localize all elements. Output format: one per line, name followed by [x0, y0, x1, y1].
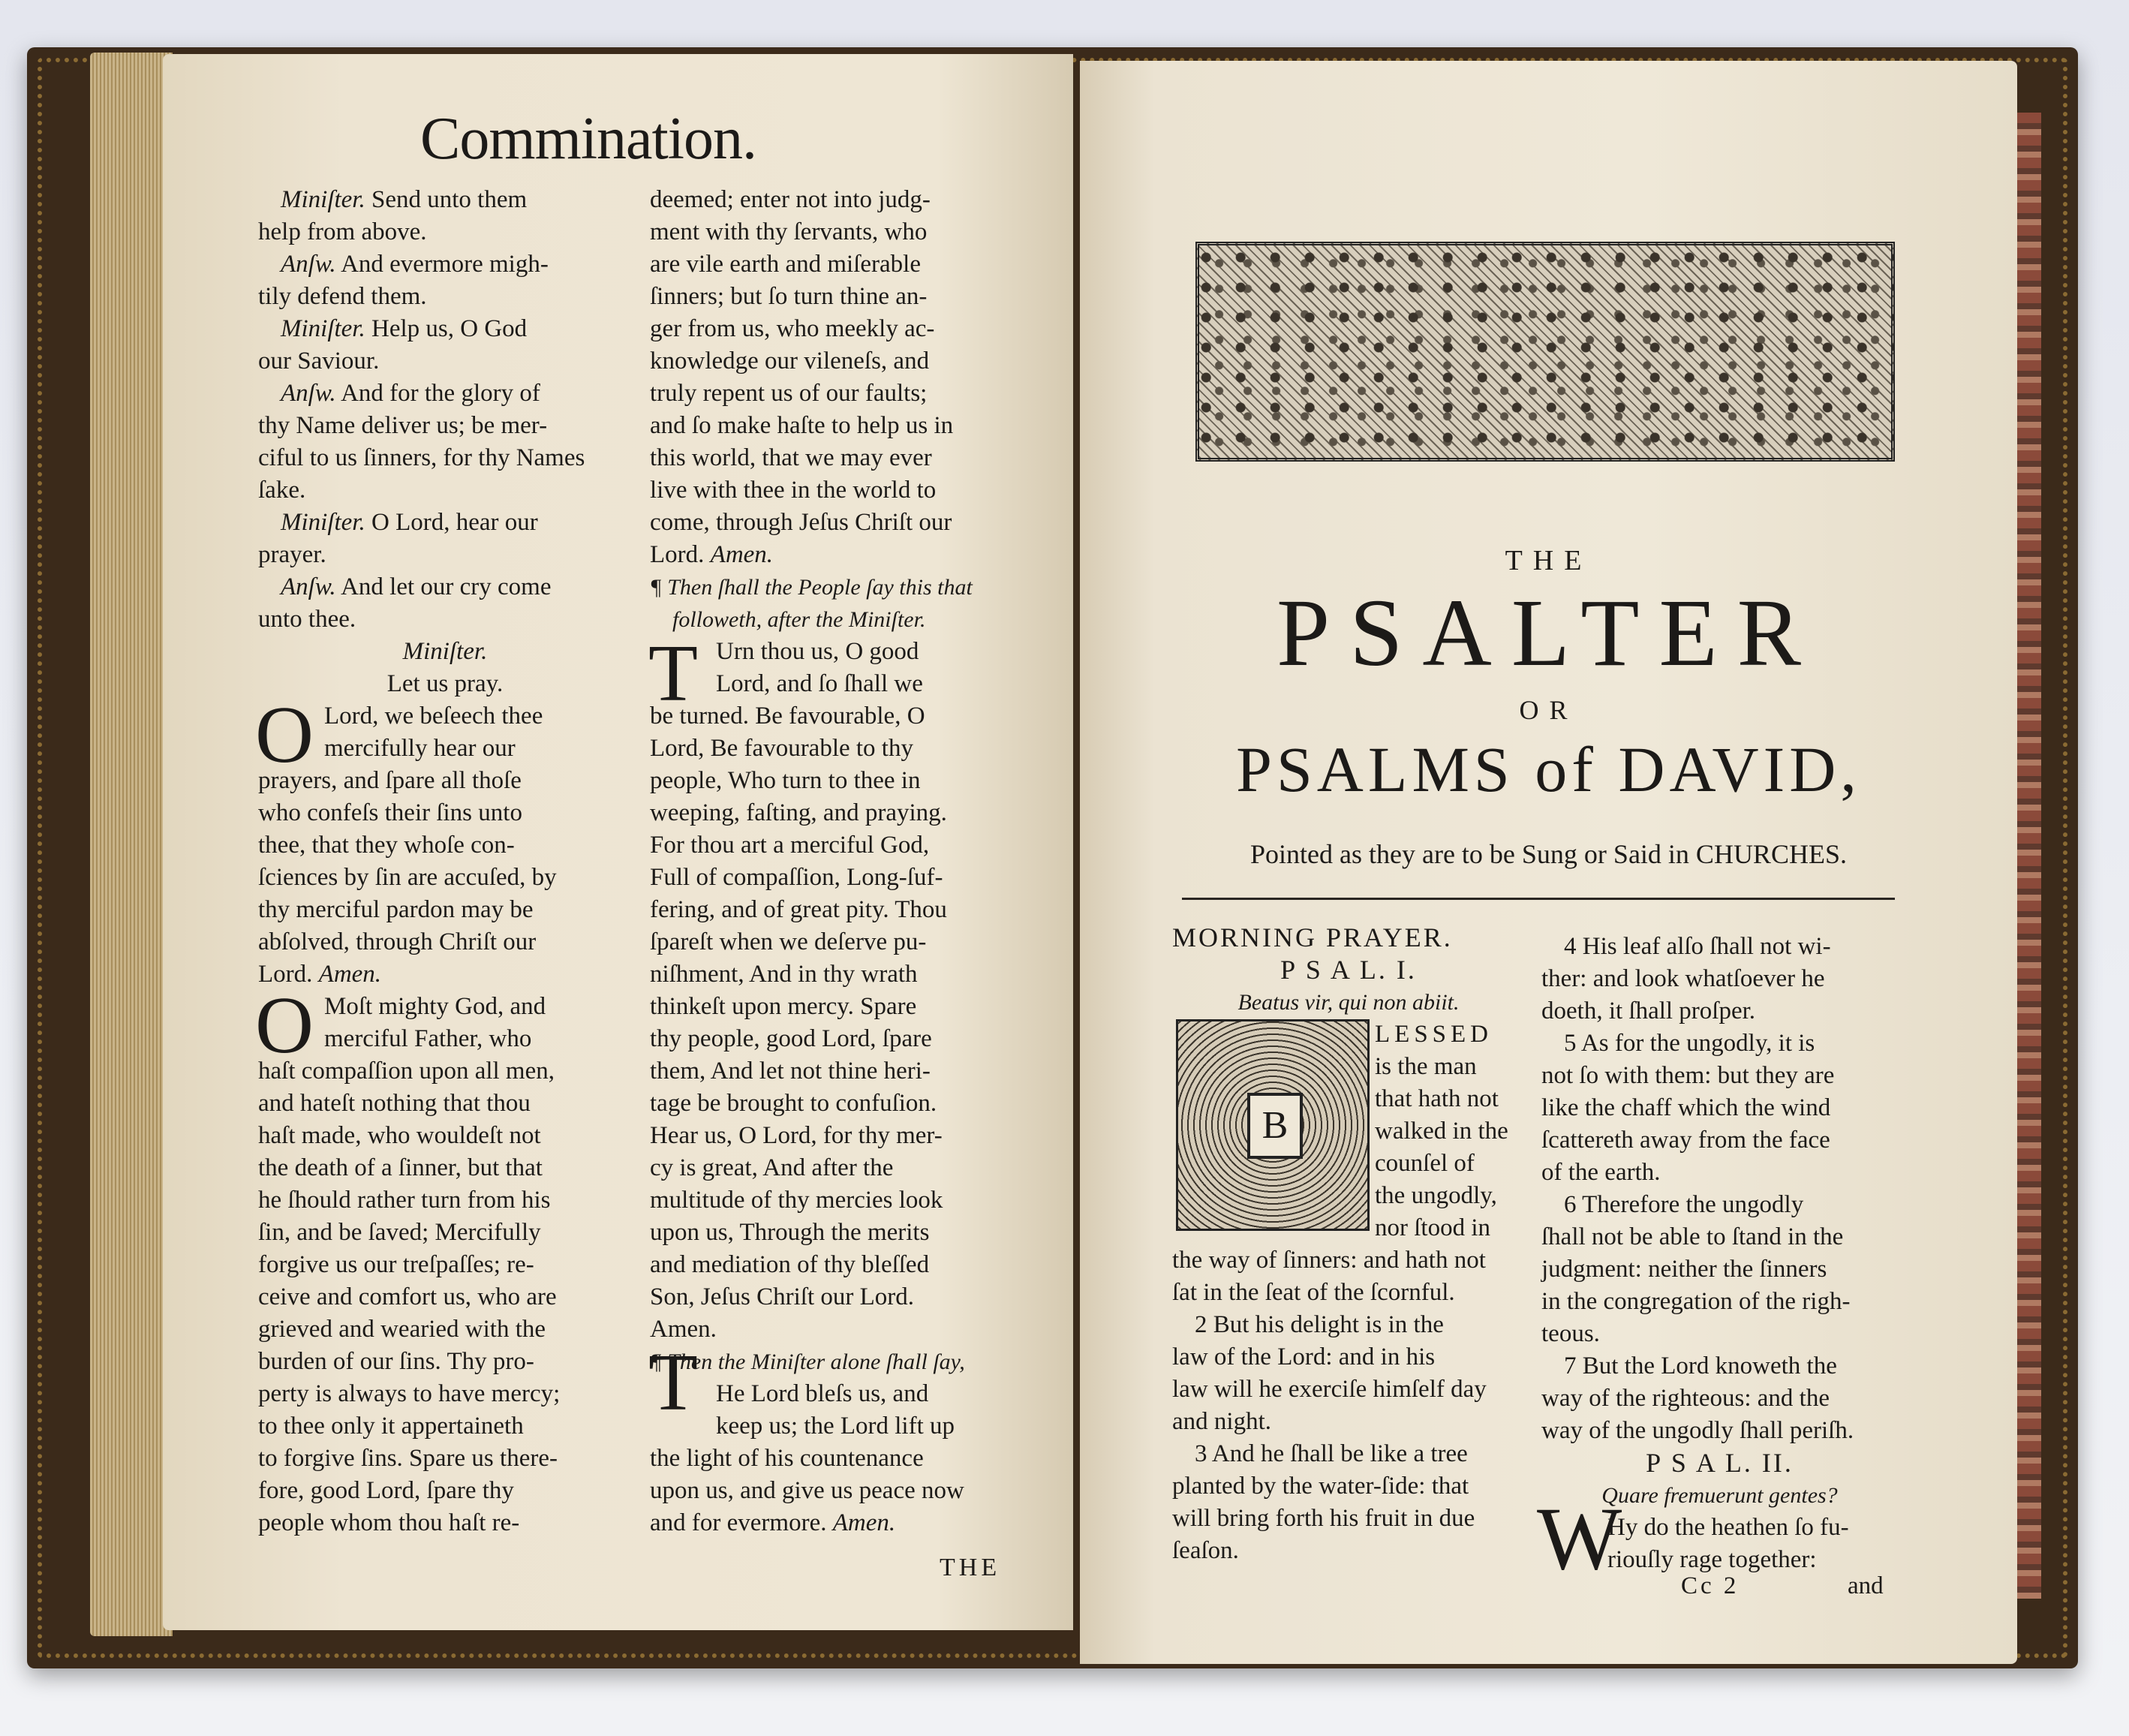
text-line: [650, 1313, 1010, 1346]
line-text: and ſo make haſte to help us in: [650, 412, 954, 439]
line-text: the light of his countenance: [650, 1445, 924, 1472]
text-line: [1541, 1415, 1898, 1447]
speaker-label: Miniſter.: [281, 315, 365, 342]
line-text: burden of our ſins. Thy pro-: [258, 1348, 534, 1375]
text-line: [258, 1088, 632, 1120]
text-line: [258, 1184, 632, 1217]
line-text: people whom thou haſt re-: [258, 1509, 520, 1536]
initial-letter: B: [1247, 1093, 1303, 1159]
line-text: Lord, and ſo ſhall we: [716, 670, 923, 697]
catchword: THE: [940, 1554, 1001, 1581]
text-line: [650, 1443, 1010, 1475]
text-line: [650, 1475, 1010, 1507]
text-line: [1172, 1148, 1525, 1180]
line-text: nor ſtood in: [1375, 1214, 1490, 1241]
drop-cap: W: [1537, 1488, 1622, 1588]
line-text: thinkeſt upon mercy. Spare: [650, 993, 917, 1020]
line-text: Full of compaſſion, Long-ſuf-: [650, 864, 943, 891]
speaker-label: Miniſter.: [281, 509, 365, 536]
line-text: Lord, Be favourable to thy: [650, 735, 913, 762]
line-text: prayer.: [258, 541, 326, 568]
text-line: [650, 700, 1010, 733]
text-line: [258, 1410, 632, 1443]
text-line: [1541, 1124, 1898, 1157]
line-text: Moſt mighty God, and: [324, 993, 546, 1020]
line-text: not ſo with them: but they are: [1541, 1062, 1835, 1089]
text-line: [258, 1217, 632, 1249]
speaker-label: Miniſter.: [281, 186, 365, 213]
line-text: And for the glory of: [335, 380, 540, 407]
text-line: [1541, 931, 1898, 963]
line-text: O Lord, hear our: [365, 509, 538, 536]
line-text: and for evermore.: [650, 1509, 833, 1536]
title-or: OR: [1519, 695, 1578, 725]
text-line: [258, 1120, 632, 1152]
text-line: [1172, 1115, 1525, 1148]
text-line: [1172, 1277, 1525, 1309]
line-text: And evermore migh-: [335, 251, 549, 278]
line-text: thee, that they whoſe con-: [258, 832, 515, 859]
text-line: [258, 862, 632, 894]
text-line: [258, 184, 632, 216]
amen-text: Amen.: [318, 961, 382, 988]
text-line: [650, 1184, 1010, 1217]
line-text: come, through Jeſus Chriſt our: [650, 509, 952, 536]
text-line: [650, 345, 1010, 378]
line-text: is the man: [1375, 1053, 1477, 1080]
line-text: doeth, it ſhall proſper.: [1541, 997, 1756, 1024]
line-text: upon us, and give us peace now: [650, 1477, 964, 1504]
text-line: [258, 345, 632, 378]
text-line: [650, 1055, 1010, 1088]
text-line: [258, 668, 632, 700]
left-column-1: [258, 184, 632, 1539]
text-line: [258, 958, 632, 991]
line-text: He Lord bleſs us, and: [716, 1380, 929, 1407]
text-line: [258, 571, 632, 603]
line-text: of the earth.: [1541, 1159, 1661, 1186]
text-line: [1172, 986, 1525, 1018]
line-text: weeping, faſting, and praying.: [650, 799, 947, 826]
line-text: law will he exerciſe himſelf day: [1172, 1376, 1487, 1403]
line-text: counſel of: [1375, 1150, 1475, 1177]
line-text: and night.: [1172, 1408, 1271, 1435]
text-line: [650, 539, 1010, 571]
text-line: [650, 507, 1010, 539]
line-text: Hy do the heathen ſo fu-: [1607, 1514, 1849, 1541]
line-text: ther: and look whatſoever he: [1541, 965, 1825, 992]
line-text: our Saviour.: [258, 348, 380, 375]
text-line: [1541, 1350, 1898, 1382]
drop-cap: T: [648, 629, 698, 718]
line-text: like the chaff which the wind: [1541, 1094, 1831, 1121]
text-line: [258, 1443, 632, 1475]
text-line: [650, 571, 1010, 603]
line-text: thy merciful pardon may be: [258, 896, 534, 923]
line-text: this world, that we may ever: [650, 444, 932, 471]
text-line: [258, 603, 632, 636]
text-line: [1172, 1341, 1525, 1373]
line-text: Send unto them: [365, 186, 528, 213]
line-text: he ſhould rather turn from his: [258, 1187, 551, 1214]
text-line: [258, 442, 632, 474]
text-line: [258, 894, 632, 926]
title-psalter: PSALTER: [1276, 579, 1821, 686]
text-line: [258, 474, 632, 507]
line-text: will bring forth his fruit in due: [1172, 1505, 1475, 1532]
text-line: [650, 1410, 1010, 1443]
text-line: [258, 829, 632, 862]
title-the: THE: [1505, 545, 1592, 576]
text-line: [258, 1313, 632, 1346]
text-line: [258, 539, 632, 571]
text-line: [1541, 1189, 1898, 1221]
line-text: ſhall not be able to ſtand in the: [1541, 1223, 1844, 1250]
text-line: [258, 991, 632, 1023]
line-text: LESSED: [1375, 1021, 1493, 1048]
line-text: thy people, good Lord, ſpare: [650, 1025, 932, 1052]
text-line: [258, 507, 632, 539]
text-line: [258, 733, 632, 765]
text-line: [258, 313, 632, 345]
line-text: ¶ Then ſhall the People ſay this that: [650, 575, 973, 600]
line-text: knowledge our vileneſs, and: [650, 348, 930, 375]
line-text: ſciences by ſin are accuſed, by: [258, 864, 557, 891]
line-text: ſpareſt when we deſerve pu-: [650, 928, 927, 955]
line-text: way of the ungodly ſhall periſh.: [1541, 1417, 1854, 1444]
text-line: [258, 281, 632, 313]
text-line: [1541, 1253, 1898, 1286]
text-line: [258, 1475, 632, 1507]
left-column-2: [650, 184, 1010, 1539]
amen-text: Amen.: [832, 1509, 896, 1536]
text-line: [258, 1378, 632, 1410]
text-line: [1172, 1309, 1525, 1341]
text-line: [258, 1507, 632, 1539]
text-line: [650, 894, 1010, 926]
text-line: [650, 216, 1010, 248]
line-text: the death of a ſinner, but that: [258, 1154, 543, 1181]
text-line: [650, 1120, 1010, 1152]
text-line: [650, 248, 1010, 281]
line-text: riouſly rage together:: [1607, 1546, 1817, 1573]
text-line: [258, 636, 632, 668]
text-line: [1172, 1535, 1525, 1567]
line-text: ment with thy ſervants, who: [650, 218, 928, 245]
text-line: [1541, 1318, 1898, 1350]
line-text: thy Name deliver us; be mer-: [258, 412, 548, 439]
text-line: [258, 1281, 632, 1313]
line-text: prayers, and ſpare all thoſe: [258, 767, 522, 794]
text-line: [1172, 1438, 1525, 1470]
text-line: [650, 603, 1010, 636]
line-text: forgive us our treſpaſſes; re-: [258, 1251, 534, 1278]
text-line: [258, 765, 632, 797]
text-line: [650, 668, 1010, 700]
line-text: Urn thou us, O good: [716, 638, 919, 665]
line-text: ¶ Then the Miniſter alone ſhall ſay,: [650, 1349, 965, 1374]
text-line: [650, 1346, 1010, 1378]
line-text: truly repent us of our faults;: [650, 380, 928, 407]
text-line: [1172, 1051, 1525, 1083]
page-heading: Commination.: [420, 106, 756, 172]
text-line: [1172, 922, 1525, 954]
text-line: [258, 1055, 632, 1088]
line-text: niſhment, And in thy wrath: [650, 961, 918, 988]
line-text: fering, and of great pity. Thou: [650, 896, 947, 923]
right-column-2: [1541, 931, 1898, 1576]
text-line: [650, 1152, 1010, 1184]
text-line: [650, 410, 1010, 442]
line-text: P S A L. I.: [1280, 955, 1417, 985]
catchword: and: [1848, 1572, 1884, 1599]
text-line: [650, 926, 1010, 958]
drop-cap: O: [255, 690, 314, 780]
line-text: cy is great, And after the: [650, 1154, 894, 1181]
line-text: fore, good Lord, ſpare thy: [258, 1477, 514, 1504]
line-text: to thee only it appertaineth: [258, 1413, 524, 1440]
line-text: Son, Jeſus Chriſt our Lord.: [650, 1283, 914, 1310]
line-text: 6 Therefore the ungodly: [1564, 1191, 1804, 1218]
text-line: [650, 991, 1010, 1023]
line-text: merciful Father, who: [324, 1025, 532, 1052]
line-text: ſinners; but ſo turn thine an-: [650, 283, 928, 310]
speaker-label: Anſw.: [281, 573, 336, 600]
line-text: ſake.: [258, 477, 306, 504]
line-text: haſt compaſſion upon all men,: [258, 1058, 555, 1085]
line-text: people, Who turn to thee in: [650, 767, 921, 794]
line-text: multitude of thy mercies look: [650, 1187, 943, 1214]
text-line: [258, 1023, 632, 1055]
divider-rule: [1182, 898, 1895, 900]
line-text: Let us pray.: [386, 670, 504, 697]
text-line: [650, 1023, 1010, 1055]
line-text: P S A L. II.: [1646, 1448, 1794, 1478]
text-line: [258, 926, 632, 958]
line-text: perty is always to have mercy;: [258, 1380, 561, 1407]
line-text: Hear us, O Lord, for thy mer-: [650, 1122, 943, 1149]
line-text: ger from us, who meekly ac-: [650, 315, 935, 342]
line-text: haſt made, who wouldeſt not: [258, 1122, 541, 1149]
text-line: [258, 248, 632, 281]
text-line: [650, 281, 1010, 313]
text-line: [258, 797, 632, 829]
line-text: ceive and comfort us, who are: [258, 1283, 557, 1310]
text-line: [1172, 1470, 1525, 1503]
line-text: upon us, Through the merits: [650, 1219, 930, 1246]
line-text: walked in the: [1375, 1118, 1508, 1145]
text-line: [258, 410, 632, 442]
text-line: [1172, 1373, 1525, 1406]
line-text: law of the Lord: and in his: [1172, 1343, 1436, 1370]
line-text: tily defend them.: [258, 283, 427, 310]
text-line: [650, 313, 1010, 345]
text-line: [650, 378, 1010, 410]
line-text: 3 And he ſhall be like a tree: [1195, 1440, 1468, 1467]
text-line: [1541, 1221, 1898, 1253]
line-text: ſin, and be ſaved; Mercifully: [258, 1219, 541, 1246]
text-line: [650, 862, 1010, 894]
text-line: [1172, 1406, 1525, 1438]
right-column-1: [1172, 922, 1525, 1567]
text-line: [1172, 1503, 1525, 1535]
text-line: [258, 1152, 632, 1184]
text-line: [1541, 1157, 1898, 1189]
text-line: [650, 1281, 1010, 1313]
text-line: [650, 958, 1010, 991]
text-line: [258, 700, 632, 733]
text-line: [1541, 1286, 1898, 1318]
line-text: 7 But the Lord knoweth the: [1564, 1352, 1837, 1379]
line-text: planted by the water-ſide: that: [1172, 1473, 1469, 1500]
line-text: unto thee.: [258, 606, 356, 633]
line-text: ſat in the ſeat of the ſcornful.: [1172, 1279, 1455, 1306]
line-text: ſcattereth away from the face: [1541, 1127, 1830, 1154]
text-line: [650, 765, 1010, 797]
line-text: teous.: [1541, 1320, 1600, 1347]
line-text: Beatus vir, qui non abiit.: [1237, 990, 1460, 1015]
speaker-label: Anſw.: [281, 380, 336, 407]
text-line: [1541, 1382, 1898, 1415]
text-line: [650, 1088, 1010, 1120]
text-line: [650, 1217, 1010, 1249]
line-text: For thou art a merciful God,: [650, 832, 930, 859]
line-text: judgment: neither the ſinners: [1541, 1256, 1827, 1283]
page-edges-left: [90, 53, 173, 1636]
line-text: Lord.: [650, 541, 711, 568]
line-text: live with thee in the world to: [650, 477, 937, 504]
line-text: followeth, after the Miniſter.: [672, 607, 926, 632]
line-text: abſolved, through Chriſt our: [258, 928, 537, 955]
line-text: are vile earth and miſerable: [650, 251, 921, 278]
line-text: be turned. Be favourable, O: [650, 703, 925, 730]
line-text: Help us, O God: [365, 315, 528, 342]
text-line: [650, 442, 1010, 474]
line-text: that hath not: [1375, 1085, 1499, 1112]
text-line: [258, 378, 632, 410]
text-line: [650, 1378, 1010, 1410]
text-line: [1172, 954, 1525, 986]
line-text: in the congregation of the righ-: [1541, 1288, 1851, 1315]
text-line: [1541, 1027, 1898, 1060]
text-line: [650, 797, 1010, 829]
text-line: [258, 1346, 632, 1378]
text-line: [650, 829, 1010, 862]
text-line: [1172, 1083, 1525, 1115]
line-text: them, And let not thine heri-: [650, 1058, 931, 1085]
line-text: grieved and wearied with the: [258, 1316, 546, 1343]
text-line: [1541, 1092, 1898, 1124]
line-text: ſeaſon.: [1172, 1537, 1239, 1564]
drop-cap: T: [648, 1338, 698, 1428]
speaker-label: Anſw.: [281, 251, 336, 278]
line-text: Lord.: [258, 961, 319, 988]
text-line: [258, 216, 632, 248]
text-line: [1541, 1447, 1898, 1479]
signature-mark: Cc 2: [1681, 1572, 1740, 1599]
line-text: and hateſt nothing that thou: [258, 1090, 531, 1117]
line-text: 2 But his delight is in the: [1195, 1311, 1444, 1338]
amen-text: Amen.: [710, 541, 774, 568]
line-text: the way of ſinners: and hath not: [1172, 1247, 1486, 1274]
text-line: [650, 1249, 1010, 1281]
line-text: keep us; the Lord lift up: [716, 1413, 955, 1440]
line-text: 5 As for the ungodly, it is: [1564, 1030, 1815, 1057]
line-text: Lord, we beſeech thee: [324, 703, 543, 730]
speaker-label: Miniſter.: [402, 638, 488, 665]
text-line: [1172, 1212, 1525, 1244]
line-text: And let our cry come: [335, 573, 552, 600]
line-text: who confeſs their ſins unto: [258, 799, 522, 826]
text-line: [1541, 963, 1898, 995]
text-line: [1172, 1244, 1525, 1277]
text-line: [650, 733, 1010, 765]
title-block: [1080, 544, 2017, 869]
line-text: mercifully hear our: [324, 735, 516, 762]
drop-cap: O: [255, 981, 314, 1070]
text-line: [650, 636, 1010, 668]
text-line: [258, 1249, 632, 1281]
text-line: [1172, 1018, 1525, 1051]
line-text: to forgive ſins. Spare us there-: [258, 1445, 558, 1472]
line-text: Amen.: [650, 1316, 717, 1343]
line-text: tage be brought to confuſion.: [650, 1090, 937, 1117]
line-text: Quare fremuerunt gentes?: [1601, 1483, 1838, 1508]
line-text: deemed; enter not into judg-: [650, 186, 931, 213]
ornamental-headpiece: [1195, 242, 1895, 462]
line-text: ciful to us ſinners, for thy Names: [258, 444, 585, 471]
line-text: and mediation of thy bleſſed: [650, 1251, 930, 1278]
text-line: [650, 184, 1010, 216]
text-line: [1541, 995, 1898, 1027]
subtitle: Pointed as they are to be Sung or Said in CHURCHES.: [1250, 839, 1847, 869]
title-psalms-of-david: PSALMS of DAVID,: [1236, 733, 1861, 805]
line-text: help from above.: [258, 218, 427, 245]
text-line: [650, 1507, 1010, 1539]
text-line: [650, 474, 1010, 507]
line-text: MORNING PRAYER.: [1172, 922, 1453, 952]
text-line: [1172, 1180, 1525, 1212]
line-text: the ungodly,: [1375, 1182, 1497, 1209]
line-text: way of the righteous: and the: [1541, 1385, 1830, 1412]
line-text: 4 His leaf alſo ſhall not wi-: [1564, 933, 1831, 960]
text-line: [1541, 1060, 1898, 1092]
